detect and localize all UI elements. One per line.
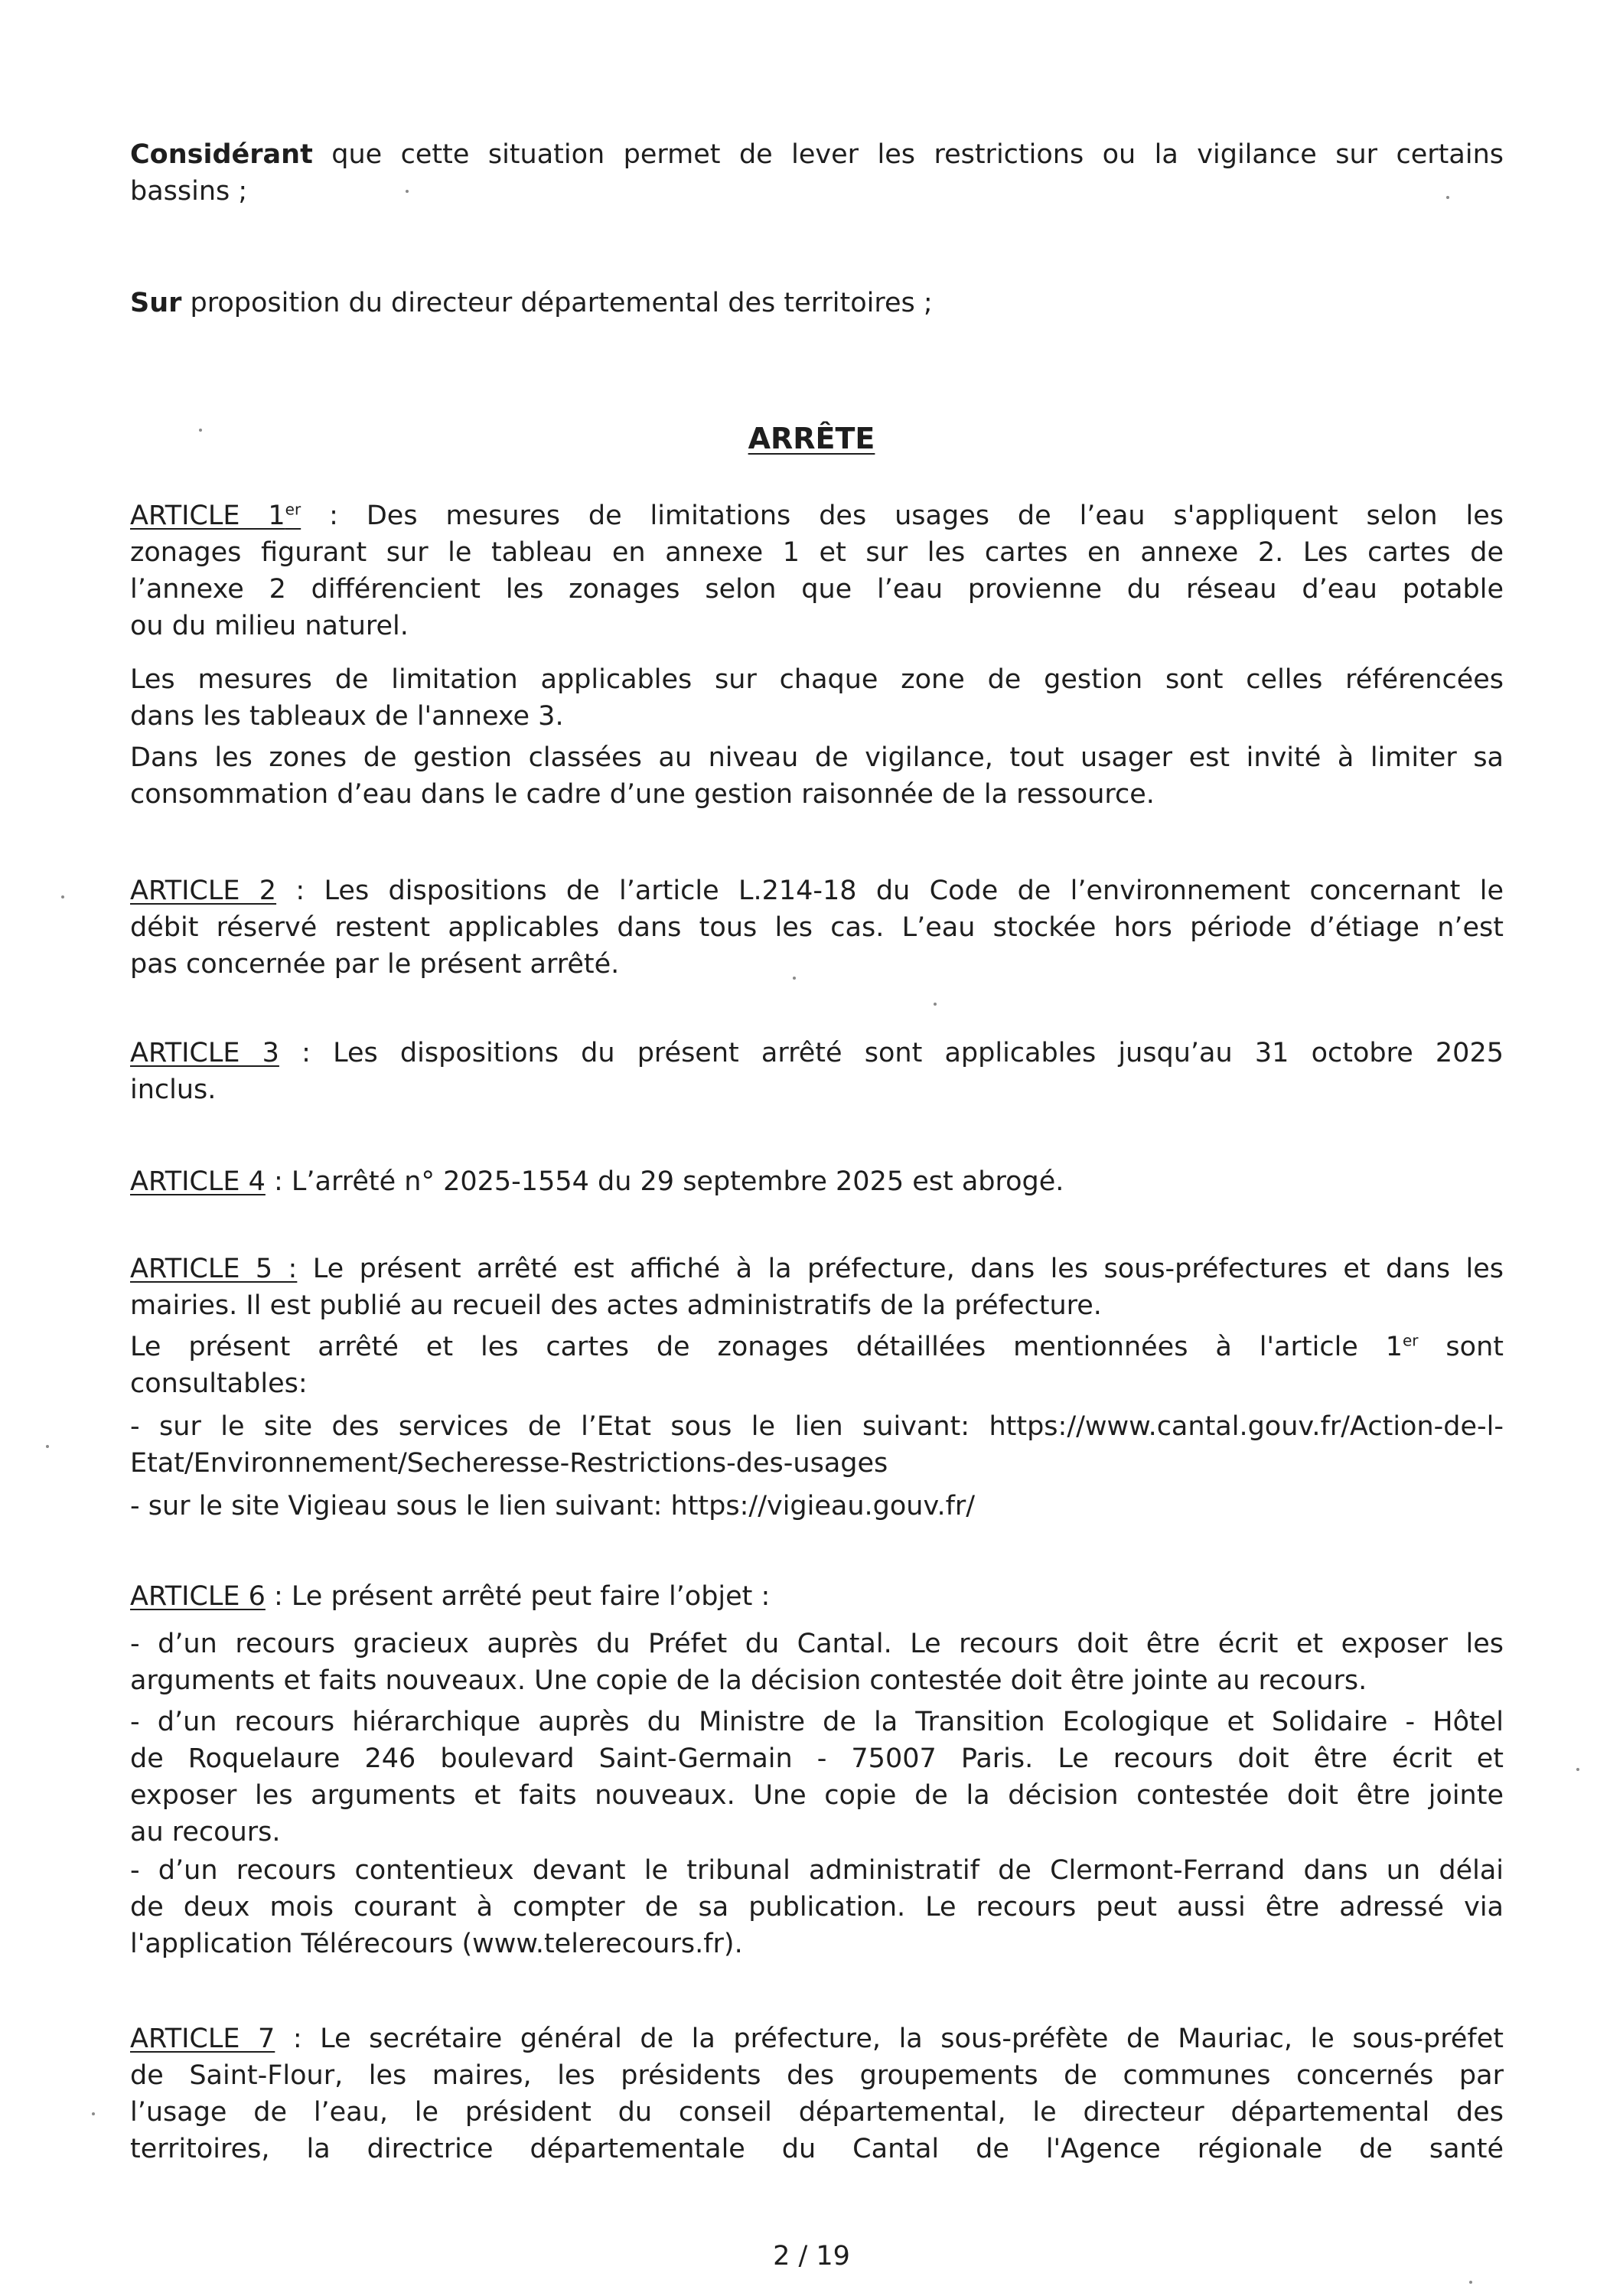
article-2-paragraph — [130, 872, 1504, 983]
scan-speck — [61, 895, 64, 899]
article-6-i2-line-4: au recours. — [130, 1817, 281, 1848]
page-number: 2 / 19 — [773, 2241, 850, 2272]
article-1-p2-line-2: dans les tableaux de l'annexe 3. — [130, 701, 564, 732]
article-3-line-2: inclus. — [130, 1075, 217, 1105]
article-5-p3-line-1: - sur le site des services de l’Etat sous le lien suivant: https://www.cantal.gouv.fr/Action-de-l- — [130, 1411, 1504, 1442]
article-5-p3-line-2: Etat/Environnement/Secheresse-Restrictions-des-usages — [130, 1448, 888, 1479]
article-6-i1-line-1: - d’un recours gracieux auprès du Préfet du Cantal. Le recours doit être écrit et exposer les — [130, 1629, 1504, 1659]
article-7-label: ARTICLE 7 — [130, 2024, 275, 2054]
article-7-line-1: ARTICLE 7 : Le secrétaire général de la préfecture, la sous-préfète de Mauriac, le sous-préfet — [130, 2024, 1504, 2054]
article-5-line-2: mairies. Il est publié au recueil des actes administratifs de la préfecture. — [130, 1290, 1102, 1321]
scan-speck — [793, 977, 796, 980]
article-6-i2-line-3: exposer les arguments et faits nouveaux. Une copie de la décision contestée doit être jointe — [130, 1780, 1504, 1811]
article-6-item-1 — [130, 1626, 1504, 1699]
considerant-bold: Considérant — [130, 139, 313, 170]
article-7-line-2: de Saint-Flour, les maires, les présidents des groupements de communes concernés par — [130, 2060, 1504, 2091]
sur-paragraph — [130, 285, 1504, 321]
article-7-paragraph — [130, 2020, 1504, 2167]
article-6-i3-line-1: - d’un recours contentieux devant le tribunal administratif de Clermont-Ferrand dans un délai — [130, 1855, 1504, 1886]
article-5-line-1: ARTICLE 5 : Le présent arrêté est affiché à la préfecture, dans les sous-préfectures et dans les — [130, 1254, 1504, 1284]
article-6-paragraph — [130, 1578, 1504, 1615]
article-4-label: ARTICLE 4 — [130, 1166, 266, 1197]
article-1-p3-line-1: Dans les zones de gestion classées au niveau de vigilance, tout usager est invité à limiter sa — [130, 742, 1504, 773]
scan-speck — [1446, 196, 1449, 199]
scan-speck — [1469, 2281, 1472, 2284]
article-2-label: ARTICLE 2 — [130, 876, 277, 906]
considerant-paragraph — [130, 136, 1504, 210]
document-title — [0, 419, 1623, 458]
article-1-line-1: ARTICLE 1er : Des mesures de limitations des usages de l’eau s'appliquent selon les — [130, 500, 1504, 531]
article-2-line-3: pas concernée par le présent arrêté. — [130, 949, 620, 980]
article-5-p4-line-1: - sur le site Vigieau sous le lien suivant: https://vigieau.gouv.fr/ — [130, 1491, 976, 1521]
article-7-line-4: territoires, la directrice départementale du Cantal de l'Agence régionale de santé — [130, 2134, 1504, 2164]
article-1-line-2: zonages figurant sur le tableau en annexe 1 et sur les cartes en annexe 2. Les cartes de — [130, 537, 1504, 568]
article-1-paragraph-1 — [130, 497, 1504, 644]
article-1-p2-line-1: Les mesures de limitation applicables sur chaque zone de gestion sont celles référencées — [130, 664, 1504, 695]
article-5-p2-line-2: consultables: — [130, 1368, 308, 1399]
article-4-paragraph — [130, 1163, 1504, 1200]
article-6-item-3 — [130, 1852, 1504, 1962]
article-1-line-4: ou du milieu naturel. — [130, 611, 409, 641]
article-3-line-1: ARTICLE 3 : Les dispositions du présent arrêté sont applicables jusqu’au 31 octobre 2025 — [130, 1038, 1504, 1068]
article-2-line-1: ARTICLE 2 : Les dispositions de l’article L.214-18 du Code de l’environnement concernant le — [130, 876, 1504, 906]
considerant-line-2: bassins ; — [130, 176, 248, 207]
sur-line — [130, 285, 1504, 321]
article-2-line-2: débit réservé restent applicables dans tous les cas. L’eau stockée hors période d’étiage n’est — [130, 912, 1504, 943]
article-1-paragraph-3 — [130, 739, 1504, 813]
article-6-item-2 — [130, 1704, 1504, 1851]
article-1-p3-line-2: consommation d’eau dans le cadre d’une gestion raisonnée de la ressource. — [130, 779, 1155, 810]
article-5-paragraph-1 — [130, 1251, 1504, 1324]
article-5-paragraph-3 — [130, 1408, 1504, 1482]
article-1-paragraph-2 — [130, 661, 1504, 735]
article-3-paragraph — [130, 1035, 1504, 1108]
article-1-label: ARTICLE 1er — [130, 500, 301, 531]
article-6-i3-line-2: de deux mois courant à compter de sa publication. Le recours peut aussi être adressé via — [130, 1892, 1504, 1923]
considerant-line-1 — [130, 136, 1504, 173]
article-1-line-3: l’annexe 2 différencient les zonages selon que l’eau provienne du réseau d’eau potable — [130, 574, 1504, 605]
article-6-i1-line-2: arguments et faits nouveaux. Une copie de la décision contestée doit être jointe au recours. — [130, 1665, 1367, 1696]
scan-speck — [934, 1003, 937, 1006]
scan-speck — [1576, 1768, 1579, 1771]
article-5-label: ARTICLE 5 : — [130, 1254, 298, 1284]
scan-speck — [92, 2112, 95, 2115]
article-6-i3-line-3: l'application Télérecours (www.telerecours.fr). — [130, 1929, 743, 1959]
article-5-paragraph-2 — [130, 1329, 1504, 1402]
sur-bold: Sur — [130, 288, 182, 318]
article-5-paragraph-4 — [130, 1488, 1504, 1525]
scan-speck — [406, 190, 409, 193]
sur-text: proposition du directeur départemental des territoires ; — [181, 288, 933, 318]
article-6-i2-line-1: - d’un recours hiérarchique auprès du Ministre de la Transition Ecologique et Solidaire - Hôtel — [130, 1707, 1504, 1737]
article-3-label: ARTICLE 3 — [130, 1038, 279, 1068]
considerant-text: que cette situation permet de lever les restrictions ou la vigilance sur certains — [312, 139, 1504, 170]
title-text: ARRÊTE — [748, 422, 875, 455]
scan-speck — [199, 429, 202, 432]
article-7-line-3: l’usage de l’eau, le président du conseil départemental, le directeur départemental des — [130, 2097, 1504, 2128]
article-6-i2-line-2: de Roquelaure 246 boulevard Saint-Germain - 75007 Paris. Le recours doit être écrit et — [130, 1743, 1504, 1774]
article-5-p2-line-1: Le présent arrêté et les cartes de zonages détaillées mentionnées à l'article 1er sont — [130, 1331, 1504, 1362]
scan-speck — [46, 1445, 49, 1448]
article-6-label: ARTICLE 6 — [130, 1581, 266, 1612]
article-4-line: ARTICLE 4 : L’arrêté n° 2025-1554 du 29 septembre 2025 est abrogé. — [130, 1166, 1064, 1197]
article-6-line: ARTICLE 6 : Le présent arrêté peut faire l’objet : — [130, 1581, 771, 1612]
